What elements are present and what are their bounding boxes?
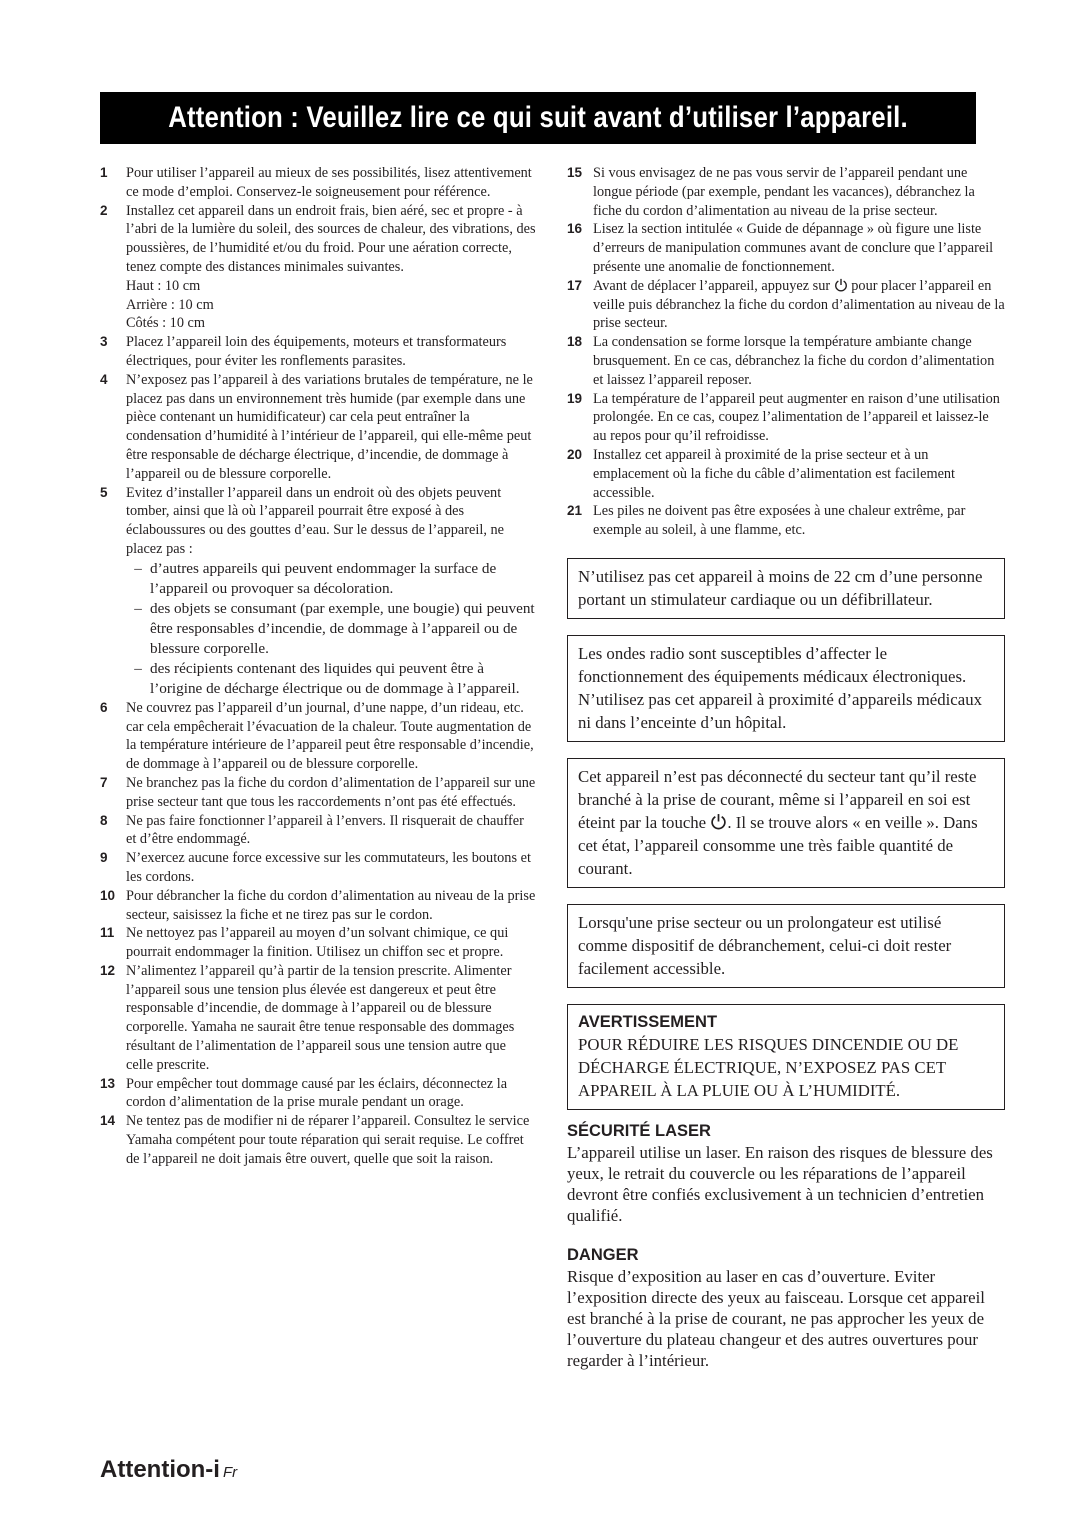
right-column: [567, 164, 1005, 1371]
laser-safety-text: L’appareil utilise un laser. En raison des risques de blessure des yeux, le retrait du couvercle ou les réparations de l’appareil devront être confiés exclusivement à un technicien d’entretien qualifié.: [567, 1142, 993, 1225]
list-item: [100, 484, 536, 699]
list-item: [567, 502, 1005, 540]
item-text: Ne branchez pas la fiche du cordon d’alimentation de l’appareil sur une prise secteur tant que tous les raccordements n’ont pas été effectués.: [126, 774, 536, 810]
item-number: 21: [567, 503, 583, 519]
item-number: 20: [567, 446, 583, 462]
item-number: 2: [100, 202, 108, 218]
list-item: [100, 887, 536, 925]
item-text: Avant de déplacer l’appareil, appuyez sur pour placer l’appareil en veille puis débranchez la fiche du cordon d’alimentation au niveau de la prise secteur.: [593, 277, 1005, 332]
radio-notice: Les ondes radio sont susceptibles d’affecter le fonctionnement des équipements médicaux électroniques. N’utilisez pas cet appareil à proximité d’appareils médicaux ni dans l’enceinte d’un hôpital.: [567, 635, 1005, 742]
list-item: [567, 220, 1005, 276]
item-number: 17: [567, 277, 583, 293]
list-item: [100, 1075, 536, 1113]
pacemaker-notice: N’utilisez pas cet appareil à moins de 22 cm d’une personne portant un stimulateur cardiaque ou un défibrillateur.: [567, 558, 1005, 619]
item-text: N’alimentez l’appareil qu’à partir de la tension prescrite. Alimenter l’appareil sous une tension plus élevée est dangereux et peut être responsable d’incendie, de dommage à l’appareil ou de blessure corporelle. Yamaha ne saurait être tenue responsable des dommages résultant de l’alimentation de l’appareil sous une tension autre que celle prescrite.: [126, 962, 515, 1073]
page-footer: [100, 1456, 237, 1484]
item-number: 5: [100, 484, 108, 500]
list-item: [100, 333, 536, 371]
item-number: 12: [100, 962, 116, 978]
item-text: Installez cet appareil dans un endroit frais, bien aéré, sec et propre - à l’abri de la lumière du soleil, des sources de chaleur, des vibrations, des poussières, de l’humidité et/ou du froid. Pour une aération correcte, tenez compte des distances minimales suivantes.: [126, 202, 536, 275]
item-text: Pour empêcher tout dommage causé par les éclairs, déconnectez la cordon d’alimentation de la prise murale pendant un orage.: [126, 1075, 508, 1111]
power-icon: [710, 813, 727, 830]
item-number: 13: [100, 1075, 116, 1091]
list-item: [100, 962, 536, 1075]
list-item: [567, 446, 1005, 502]
warning-box: [567, 1004, 1005, 1110]
item-text: La condensation se forme lorsque la température ambiante change brusquement. En ce cas, débranchez la fiche du cordon d’alimentation et laissez l’appareil reposer.: [593, 334, 995, 388]
item-number: 3: [100, 334, 108, 350]
item-text: Installez cet appareil à proximité de la prise secteur et à un emplacement où la fiche du câble d’alimentation est facilement accessible.: [593, 446, 956, 501]
standby-notice: Cet appareil n’est pas déconnecté du secteur tant qu’il reste branché à la prise de courant, même si l’appareil en soi est éteint par la touche . Il se trouve alors « en veille ». Dans cet état, l’appareil consomme une très faible quantité de courant.: [567, 758, 1005, 888]
item-number: 14: [100, 1113, 116, 1129]
left-column: [100, 164, 536, 1169]
list-item: [100, 849, 536, 887]
list-item: [100, 202, 536, 334]
item-text: Placez l’appareil loin des équipements, moteurs et transformateurs électriques, pour éviter les ronflements parasites.: [126, 334, 507, 369]
list-item: [100, 699, 536, 774]
list-item: [100, 371, 536, 484]
page-title-banner: [100, 92, 976, 144]
warning-title: AVERTISSEMENT: [578, 1012, 718, 1031]
item-number: 10: [100, 887, 116, 903]
clearance-top: Haut : 10 cm: [126, 277, 201, 294]
page-title: Attention : Veuillez lire ce qui suit avant d’utiliser l’appareil.: [168, 101, 908, 134]
item-text: Evitez d’installer l’appareil dans un endroit où des objets peuvent tomber, ainsi que là où l’appareil pourrait être exposé à des éclaboussures ou des gouttes d’eau. Sur le dessus de l’appareil, ne placez pas :: [126, 484, 504, 557]
list-item: [100, 924, 536, 962]
item-number: 7: [100, 774, 108, 790]
danger-text: Risque d’exposition au laser en cas d’ouverture. Eviter l’exposition directe des yeux au faisceau. Lorsque cet appareil est branché à la prise de courant, ne pas approcher les yeux de l’ouverture du plateau changeur et des autres ouvertures pour regarder à l’intérieur.: [567, 1266, 985, 1370]
item-number: 16: [567, 221, 583, 237]
item-text: Pour utiliser l’appareil au mieux de ses possibilités, lisez attentivement ce mode d’emploi. Conservez-le soigneusement pour référence.: [126, 165, 532, 200]
list-item: [567, 277, 1005, 333]
item-text: Lisez la section intitulée « Guide de dépannage » où figure une liste d’erreurs de manipulation communes avant de conclure que l’appareil présente une anomalie de fonctionnement.: [593, 221, 994, 275]
item-number: 9: [100, 850, 108, 866]
item-text: N’exposez pas l’appareil à des variations brutales de température, ne le placez pas dans un environnement très humide (par exemple dans une pièce contenant un humidificateur) car cela peut entraîner la condensation d’humidité à l’intérieur de l’appareil, qui elle-même peut être responsable de décharge électrique, d’incendie, de dommage à l’appareil ou de blessure corporelle.: [126, 371, 533, 482]
item-number: 11: [100, 925, 115, 941]
item-text: Pour débrancher la fiche du cordon d’alimentation au niveau de la prise secteur, saisissez la fiche et ne tirez pas sur le cordon.: [126, 887, 536, 923]
warning-text: POUR RÉDUIRE LES RISQUES DINCENDIE OU DE DÉCHARGE ÉLECTRIQUE, N’EXPOSEZ PAS CET APPAREIL À LA PLUIE OU À L’HUMIDITÉ.: [578, 1034, 959, 1100]
item-number: 18: [567, 334, 583, 350]
item-number: 15: [567, 165, 583, 180]
sub-list-item: – des récipients contenant des liquides qui peuvent être à l’origine de décharge électrique ou de dommage à l’appareil.: [134, 659, 520, 697]
list-item: [100, 164, 536, 202]
list-item: [100, 774, 536, 812]
list-item: [100, 1112, 536, 1168]
danger-heading: DANGER: [567, 1245, 639, 1264]
item-text: Les piles ne doivent pas être exposées à une chaleur extrême, par exemple au soleil, à une flamme, etc.: [593, 503, 966, 539]
language-label: Fr: [222, 1464, 238, 1481]
item-number: 6: [100, 699, 108, 715]
power-icon: [834, 278, 848, 292]
list-item: [567, 164, 1005, 220]
item-number: 4: [100, 371, 108, 387]
item-text: La température de l’appareil peut augmenter en raison d’une utilisation prolongée. En ce cas, coupez l’alimentation de l’appareil et laissez-le au repos pour qu’il refroidisse.: [593, 390, 1000, 445]
item-text: Si vous envisagez de ne pas vous servir de l’appareil pendant une longue période (par exemple, pendant les vacances), débranchez la fiche du cordon d’alimentation au niveau de la prise secteur.: [593, 165, 975, 219]
laser-safety-heading: SÉCURITÉ LASER: [567, 1121, 711, 1140]
item-text: Ne nettoyez pas l’appareil au moyen d’un solvant chimique, ce qui pourrait endommager la finition. Utilisez un chiffon sec et propre.: [126, 925, 509, 961]
sub-list-item: – d’autres appareils qui peuvent endommager la surface de l’appareil ou provoquer sa décoloration.: [134, 559, 497, 597]
list-item: [100, 812, 536, 850]
clearance-sides: Côtés : 10 cm: [126, 315, 206, 332]
item-number: 19: [567, 390, 583, 406]
page-label: Attention-i: [100, 1456, 220, 1483]
list-item: [567, 390, 1005, 446]
sub-list-item: – des objets se consumant (par exemple, une bougie) qui peuvent être responsables d’incendie, de dommage à l’appareil ou de blessure corporelle.: [134, 599, 535, 657]
item-number: 8: [100, 812, 108, 828]
clearance-back: Arrière : 10 cm: [126, 296, 214, 313]
item-text: N’exercez aucune force excessive sur les commutateurs, les boutons et les cordons.: [126, 850, 531, 885]
item-number: 1: [100, 165, 108, 180]
plug-notice: Lorsqu'une prise secteur ou un prolongateur est utilisé comme dispositif de débranchement, celui-ci doit rester facilement accessible.: [567, 904, 1005, 988]
item-text: Ne pas faire fonctionner l’appareil à l’envers. Il risquerait de chauffer et d’être endommagé.: [126, 812, 524, 848]
item-text: Ne couvrez pas l’appareil d’un journal, d’une nappe, d’un rideau, etc. car cela empêcherait l’évacuation de la chaleur. Toute augmentation de la température intérieure de l’appareil peut être responsable d’incendie, de dommage à l’appareil ou de blessure corporelle.: [126, 699, 534, 773]
list-item: [567, 333, 1005, 389]
item-text: Ne tentez pas de modifier ni de réparer l’appareil. Consultez le service Yamaha compétent pour toute réparation qui serait requise. Le coffret de l’appareil ne doit jamais être ouvert, quelle que soit la raison.: [126, 1113, 530, 1167]
